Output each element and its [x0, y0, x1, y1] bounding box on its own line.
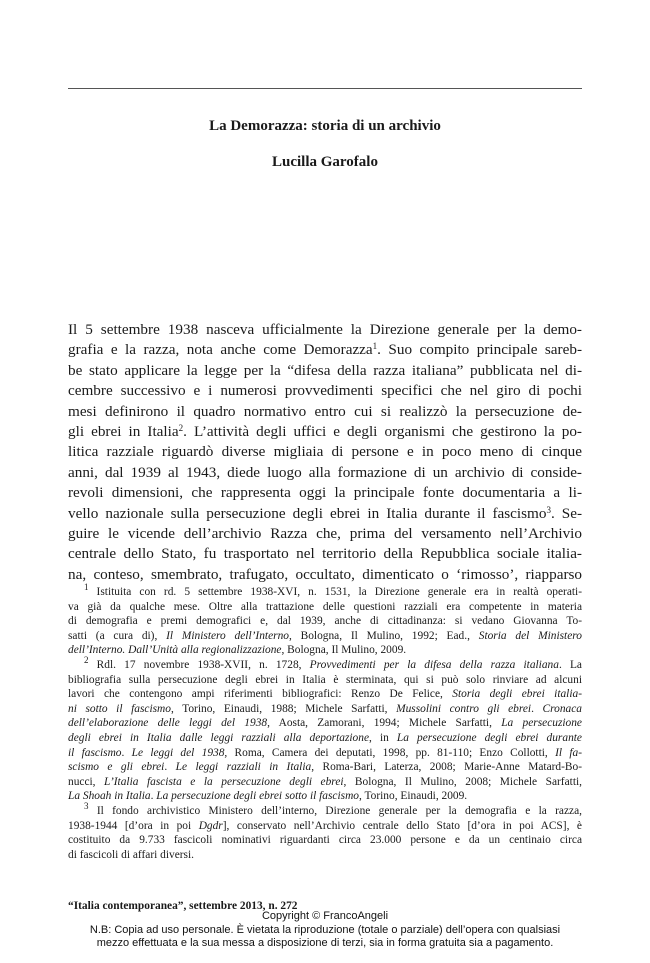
text-span: , in: [369, 731, 397, 744]
text-span: be stato applicare la legge per la “difesa della razza italiana” pubblicata nel di-: [68, 361, 582, 379]
article-title: La Demorazza: storia di un archivio: [209, 118, 441, 134]
footnote-line: [68, 833, 582, 848]
text-span: di fascicoli di affari diversi.: [68, 848, 194, 861]
text-span: vello nazionale sulla persecuzione degli ebrei in Italia durante il fascismo: [68, 504, 547, 522]
header-rule: [68, 88, 582, 89]
text-span: bibliografia sulla persecuzione degli ebrei in Italia è sterminata, qui si può solo rinviare ad alcuni: [68, 673, 582, 686]
usage-notice-line-2: mezzo effettuata e la sua messa a disposizione di terzi, sia in forma gratuita sia a pagamento.: [96, 937, 554, 949]
footnote-line: [68, 789, 582, 804]
footnote-ref: 2: [84, 654, 89, 665]
body-line: [68, 442, 582, 462]
body-line: [68, 422, 582, 442]
copyright-notice: [0, 910, 650, 951]
text-span: , Bologna, Il Mulino, 2008; Michele Sarfatti,: [343, 775, 582, 788]
body-line: [68, 544, 582, 564]
text-span: .: [121, 746, 132, 759]
footnote-line: [68, 687, 582, 702]
footnote-ref: 1: [84, 582, 89, 592]
italic-span: ni sotto il fascismo: [68, 702, 171, 715]
footnote-line: [68, 716, 582, 731]
footnote-line: [68, 819, 582, 834]
body-line: [68, 504, 582, 524]
text-span: , Torino, Einaudi, 1988; Michele Sarfatti,: [170, 702, 397, 715]
italic-span: dell’Interno. Dall’Unità alla regionalizzazione: [68, 644, 282, 657]
footnote-line: [68, 775, 582, 790]
text-span: revoli dimensioni, che rappresenta oggi la principale fonte documentaria a li-: [68, 484, 582, 502]
italic-span: Cronaca: [542, 702, 582, 715]
italic-span: Provvedimenti per la difesa della razza italiana: [309, 658, 559, 671]
text-span: , Bologna, Il Mulino, 2009.: [281, 644, 407, 657]
italic-span: dell’elaborazione delle leggi del 1938: [68, 717, 268, 730]
footnote-ref: 3: [84, 800, 89, 811]
body-line: [68, 340, 582, 360]
italic-span: Storia del Ministero: [478, 629, 582, 642]
usage-notice-line-1: N.B: Copia ad uso personale. È vietata la riproduzione (totale o parziale) dell’opera con qualsiasi: [89, 923, 561, 936]
body-line: [68, 320, 582, 340]
footnote-line: [68, 673, 582, 688]
footnote-line: [68, 760, 582, 775]
text-span: Istituita con rd. 5 settembre 1938-XVI, n. 1531, la Direzione generale era in realtà operati-: [88, 586, 582, 598]
text-span: di demografia e premi demografici e, dal 1939, anche di cittadinanza: si vedano Giovanna To-: [68, 615, 582, 628]
footnote-line: [68, 600, 582, 615]
italic-span: Le leggi razziali in Italia: [175, 761, 312, 774]
footnotes: [68, 582, 582, 862]
text-span: Il fondo archivistico Ministero dell’interno, Direzione generale per la demografia e la razza,: [88, 804, 582, 817]
text-span: , Aosta, Zamorani, 1994; Michele Sarfatti,: [267, 717, 502, 730]
text-span: nucci,: [68, 775, 105, 788]
text-span: grafia e la razza, nota anche come Demorazza: [68, 341, 373, 359]
text-span: . L’attività degli uffici e degli organismi che gestirono la po-: [183, 423, 582, 441]
text-span: .: [150, 790, 157, 803]
italic-span: scismo e gli ebrei: [68, 761, 165, 774]
article-author: Lucilla Garofalo: [272, 154, 378, 170]
italic-span: Dgdr: [198, 819, 223, 832]
text-span: satti (a cura di),: [68, 629, 167, 642]
journal-citation: “Italia contemporanea”, settembre 2013, n. 272: [68, 900, 298, 912]
text-span: 1938-1944 [d’ora in poi: [68, 819, 199, 832]
body-line: [68, 361, 582, 381]
text-span: mesi definirono il quadro normativo entro cui si realizzò la persecuzione de-: [68, 402, 582, 420]
text-span: , Roma-Bari, Laterza, 2008; Marie-Anne Matard-Bo-: [311, 761, 582, 774]
text-span: Il 5 settembre 1938 nasceva ufficialmente la Direzione generale per la demo-: [68, 321, 582, 338]
footnote-line: [68, 731, 582, 746]
text-span: centrale dello Stato, fu trasportato nel territorio della Repubblica sociale italia-: [68, 545, 582, 563]
italic-span: Il fa-: [555, 746, 582, 759]
footnote-ref: 2: [178, 423, 184, 434]
text-span: lavori che contengono ampi riferimenti bibliografici: Renzo De Felice,: [68, 688, 453, 701]
footnote-line: [68, 746, 582, 761]
footnote-line: [68, 629, 582, 644]
italic-span: L’Italia fascista e la persecuzione degli ebrei: [104, 775, 344, 788]
text-span: ], conservato nell’Archivio centrale dello Stato [d’ora in poi ACS], è: [222, 819, 582, 832]
italic-span: il fascismo: [68, 746, 122, 759]
body-line: [68, 524, 582, 544]
body-line: [68, 381, 582, 401]
footnote-line: [68, 800, 582, 819]
italic-span: La persecuzione degli ebrei durante: [396, 731, 582, 744]
footnote-ref: 3: [546, 504, 551, 515]
italic-span: La persecuzione: [501, 717, 582, 730]
body-text: [68, 320, 582, 585]
text-span: costituito da 9.733 fascicoli nominativi riguardanti circa 23.000 persone e da un centinaio circa: [68, 834, 582, 847]
text-span: , Roma, Camera dei deputati, 1998, pp. 81-110; Enzo Collotti,: [224, 746, 556, 759]
text-span: . La: [558, 658, 582, 671]
body-line: [68, 483, 582, 503]
text-span: .: [164, 761, 176, 774]
footnote-line: [68, 702, 582, 717]
text-span: , Torino, Einaudi, 2009.: [359, 790, 468, 803]
body-line: [68, 463, 582, 483]
italic-span: Mussolini contro gli ebrei: [396, 702, 532, 715]
text-span: na, conteso, smembrato, trafugato, occultato, dimenticato o ‘rimosso’, riapparso: [68, 565, 582, 583]
body-line: [68, 565, 582, 585]
footnote-line: [68, 582, 582, 600]
body-line: [68, 402, 582, 422]
copyright-line: Copyright © FrancoAngeli: [261, 910, 389, 922]
italic-span: Le leggi del 1938: [131, 746, 225, 759]
text-span: cembre successivo e i numerosi provvedimenti specifici che nel giro di pochi: [68, 382, 582, 400]
italic-span: degli ebrei in Italia dalle leggi razziali alla deportazione: [68, 731, 369, 744]
text-span: guire le vicende dell’archivio Razza che, prima del versamento nell’Archivio: [68, 525, 582, 543]
footnote-line: [68, 654, 582, 673]
text-span: .: [531, 702, 543, 715]
italic-span: Storia degli ebrei italia-: [452, 688, 582, 701]
footnote-line: [68, 643, 582, 658]
footnote-line: [68, 848, 582, 863]
text-span: . Se-: [550, 504, 583, 522]
footnote-line: [68, 614, 582, 629]
footnote-ref: 1: [372, 341, 378, 352]
text-span: anni, dal 1939 al 1943, diede luogo alla formazione di un archivio di conside-: [68, 463, 582, 481]
text-span: va già da qualche mese. Oltre alla trattazione delle questioni razziali era competente in materia: [68, 600, 582, 613]
italic-span: La Shoah in Italia: [68, 790, 151, 803]
italic-span: Il Ministero dell’Interno: [166, 629, 289, 642]
text-span: . Suo compito principale sareb-: [377, 341, 583, 359]
text-span: gli ebrei in Italia: [68, 423, 179, 441]
text-span: litica razziale riguardò diverse migliaia di persone e in poco meno di cinque: [68, 443, 582, 461]
text-span: Rdl. 17 novembre 1938-XVII, n. 1728,: [88, 658, 310, 671]
italic-span: La persecuzione degli ebrei sotto il fascismo: [156, 790, 359, 803]
text-span: , Bologna, Il Mulino, 1992; Ead.,: [288, 629, 479, 642]
